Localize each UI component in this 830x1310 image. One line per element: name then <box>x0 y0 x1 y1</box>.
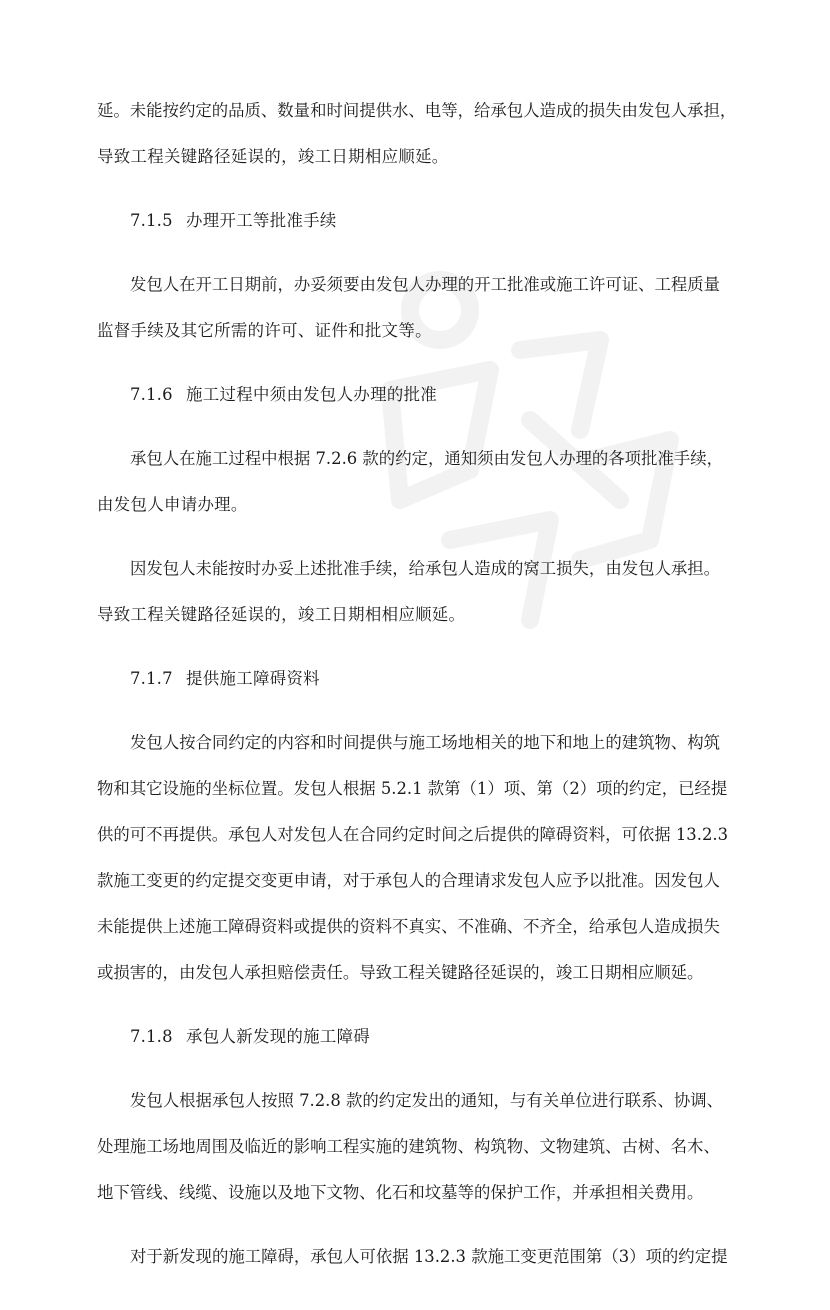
section-heading-7-1-6 <box>97 384 737 406</box>
paragraph-line: 承包人在施工过程中根据 7.2.6 款的约定，通知须由发包人办理的各项批准手续， <box>130 449 724 468</box>
section-number: 7.1.8 <box>130 1027 173 1046</box>
paragraph-line: 监督手续及其它所需的许可、证件和批文等。 <box>97 321 432 340</box>
paragraph-line: 发包人在开工日期前，办妥须要由发包人办理的开工批准或施工许可证、工程质量 <box>130 275 721 294</box>
section-number: 7.1.5 <box>130 211 173 230</box>
paragraph-line: 供的可不再提供。承包人对发包人在合同约定时间之后提供的障碍资料，可依据 13.2.3 <box>97 825 729 844</box>
paragraph-line: 发包人按合同约定的内容和时间提供与施工场地相关的地下和地上的建筑物、构筑 <box>130 733 721 752</box>
paragraph-line: 由发包人申请办理。 <box>97 495 248 514</box>
paragraph-line: 款施工变更的约定提交变更申请，对于承包人的合理请求发包人应予以批准。因发包人 <box>97 871 720 890</box>
section-number: 7.1.6 <box>130 385 173 404</box>
section-heading-7-1-7 <box>97 668 737 690</box>
paragraph-line: 物和其它设施的坐标位置。发包人根据 5.2.1 款第（1）项、第（2）项的约定，已经提 <box>97 779 728 798</box>
section-title: 提供施工障碍资料 <box>186 669 320 688</box>
section-title: 承包人新发现的施工障碍 <box>186 1027 371 1046</box>
paragraph-line: 发包人根据承包人按照 7.2.8 款的约定发出的通知，与有关单位进行联系、协调、 <box>130 1091 724 1110</box>
paragraph-line: 延。未能按约定的品质、数量和时间提供水、电等，给承包人造成的损失由发包人承担， <box>97 101 737 120</box>
paragraph-line: 因发包人未能按时办妥上述批准手续，给承包人造成的窝工损失，由发包人承担。 <box>130 559 721 578</box>
paragraph-line: 地下管线、线缆、设施以及地下文物、化石和坟墓等的保护工作，并承担相关费用。 <box>97 1183 704 1202</box>
document-body <box>97 100 737 1310</box>
section-heading-7-1-8 <box>97 1026 737 1048</box>
paragraph-line: 未能提供上述施工障碍资料或提供的资料不真实、不准确、不齐全，给承包人造成损失 <box>97 917 720 936</box>
paragraph-line: 导致工程关键路径延误的，竣工日期相相应顺延。 <box>97 605 466 624</box>
paragraph-line: 对于新发现的施工障碍，承包人可依据 13.2.3 款施工变更范围第（3）项的约定提 <box>130 1247 728 1266</box>
paragraph-line: 导致工程关键路径延误的，竣工日期相应顺延。 <box>97 147 449 166</box>
section-title: 办理开工等批准手续 <box>186 211 337 230</box>
section-title: 施工过程中须由发包人办理的批准 <box>186 385 438 404</box>
paragraph-line: 处理施工场地周围及临近的影响工程实施的建筑物、构筑物、文物建筑、古树、名木、 <box>97 1137 720 1156</box>
section-number: 7.1.7 <box>130 669 173 688</box>
section-heading-7-1-5 <box>97 210 737 232</box>
paragraph-line: 或损害的，由发包人承担赔偿责任。导致工程关键路径延误的，竣工日期相应顺延。 <box>97 963 704 982</box>
